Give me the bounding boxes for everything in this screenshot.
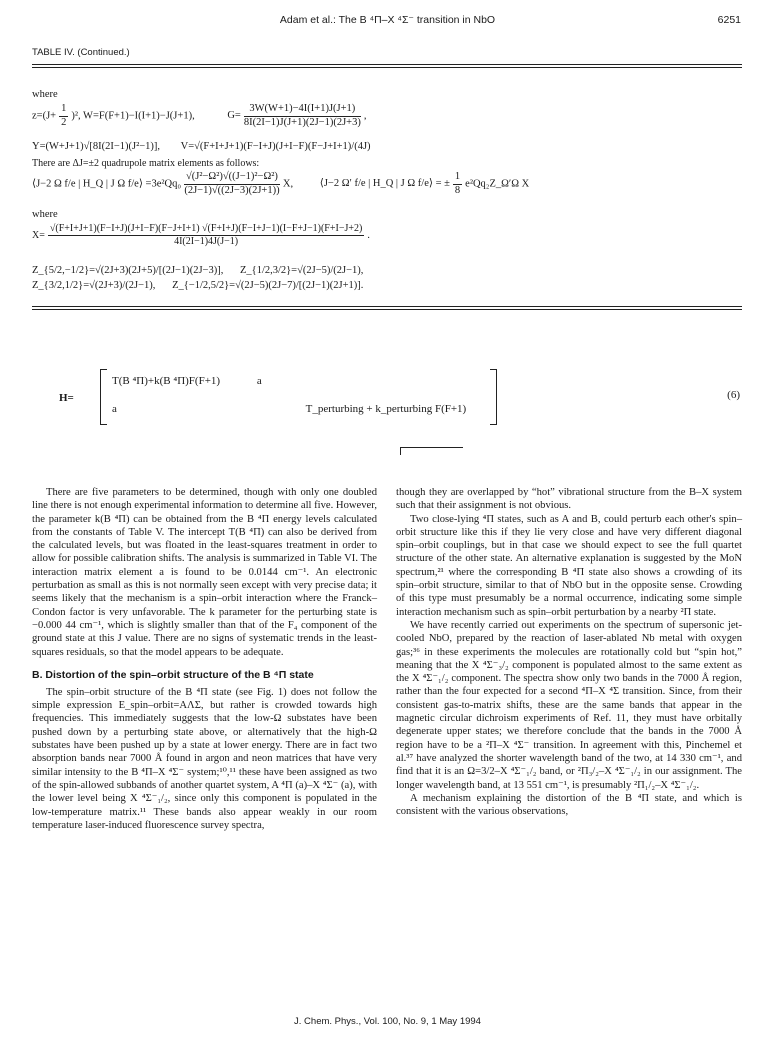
page-number: 6251 [717, 14, 741, 26]
table-bottom-rule-2 [32, 309, 742, 310]
matrix-left-bracket [100, 369, 107, 425]
table-caption: TABLE IV. (Continued.) [32, 47, 130, 58]
eq-Y-V: Y=(W+J+1)√[8I(2I−1)(J²−1)], V=√(F+I+J+1)(F−I+J)(J+I−F)(F−J+I+1)/(4J) [32, 141, 371, 152]
left-column [32, 486, 377, 832]
hamiltonian-label: H= [59, 392, 74, 404]
column-break-marker [400, 447, 463, 455]
matrix-right-bracket [490, 369, 497, 425]
section-heading: B. Distortion of the spin–orbit structure of the B ⁴Π state [32, 668, 314, 681]
eq-X: X= √(F+I+J+1)(F−I+J)(J+I−F)(F−J+I+1) √(F+I+J)(F−I+J−1)(I−F+J−1)(F+I−J+2) 4I(2I−1)4J(J−1) . [32, 223, 370, 247]
left-paragraph-1: There are five parameters to be determined, though with only one doubled line there is not enough experimental information to determine all five. However, the parameter k(B ⁴Π) can be obtained from the B ⁴Π energy levels calculated from the constants of Table V. The intercept T(B ⁴Π) can also be derived from the calculated levels, but was floated in the least-squares treatment in order to allow for possible calibration shifts. The analysis is summarized in Table VI. The interaction matrix element a is found to be 0.0144 cm⁻¹. An electronic perturbation as small as this is not normally seen except with very precise data; it seems likely that the mechanism is a spin–orbit interaction where the Franck–Condon factor is very unfavorable. The k parameter for the perturbing state is −0.000 44 cm⁻¹, which is slightly smaller than that of the F₄ component of the ground state at this J value. There are no signs of systematic trends in the least-squares residuals, so that the model appears to be adequate. [32, 487, 377, 658]
z-coefficients-line-2: Z_{3/2,1/2}=√(2J+3)/(2J−1), Z_{−1/2,5/2}=√(2J−5)(2J−7)/[(2J−1)(2J+1)]. [32, 280, 364, 291]
quadrupole-intro: There are ΔJ=±2 quadrupole matrix elements as follows: [32, 158, 260, 169]
table-bottom-rule [32, 306, 742, 307]
table-top-rule-2 [32, 67, 742, 68]
right-paragraph-4: A mechanism explaining the distortion of the B ⁴Π state, and which is consistent with the various observations, [396, 792, 742, 818]
z-coefficients-line-1: Z_{5/2,−1/2}=√(2J+3)(2J+5)/[(2J−1)(2J−3)], Z_{1/2,3/2}=√(2J−5)/(2J−1), [32, 265, 364, 276]
running-title: Adam et al.: The B ⁴Π–X ⁴Σ⁻ transition in NbO [279, 14, 496, 26]
right-column [396, 486, 742, 818]
hamiltonian-matrix-equation [32, 365, 742, 435]
eq-z-W-G: z=(J+ $\frac{1}{2}$ )², W=F(F+1)−I(I+1)−J(J+1), G= $\frac{3W(W+1)-4I(I+1)J(J+1)}{8I(2I-1)J(J+1)(2J-1)(2J+3)}$ , [32, 103, 367, 128]
where-label-1: where [32, 89, 58, 100]
journal-footer: J. Chem. Phys., Vol. 100, No. 9, 1 May 1994 [294, 1016, 481, 1027]
right-paragraph-1: though they are overlapped by “hot” vibrational structure from the B–X system such that their assignment is not obvious. [396, 487, 742, 512]
right-paragraph-2: Two close-lying ⁴Π states, such as A and B, could perturb each other's spin–orbit structure like this if they lie very close and have very different diagonal spin–orbit couplings, but in that case we should expect to see the full quartet structure of the other state. An alternative explanation is suggested by the MoN spectrum,²¹ where the corresponding B ⁴Π state also shows a crowding of its spin–orbit structure, similar to that of NbO but in the opposite sense. Crowding of this type must presumably be a normal occurrence, indicating some simple interaction mechanism such as spin–orbit perturbation by a nearby ²Π state. [396, 513, 742, 618]
running-header [0, 14, 775, 30]
equation-number: (6) [727, 389, 740, 401]
table-top-rule [32, 64, 742, 65]
where-label-2: where [32, 209, 58, 220]
left-paragraph-2: The spin–orbit structure of the B ⁴Π state (see Fig. 1) does not follow the simple expression E_spin–orbit=AΛΣ, but rather is crowded towards high frequencies. This immediately suggests that the low-Ω substates have been pushed down by a perturbing state above, or alternatively that the high-Ω substates have been pushed up by a state at lower energy. There are in fact two absorption bands near 7000 Å found in argon and neon matrices that have very similar intensity to the B ⁴Π–X ⁴Σ⁻ system;¹⁰,¹¹ these have been assigned as two of the spin-allowed subbands of another quartet system, A ⁴Π (a)–X ⁴Σ⁻ (a), with the lower level being X ⁴Σ⁻₁/₂, since only this component is populated in the low-temperature matrix.¹¹ These bands also appear weakly in our room temperature laser-induced fluorescence survey spectra, [32, 686, 377, 831]
table-footnote-equations [32, 80, 742, 330]
right-paragraph-3: We have recently carried out experiments on the spectrum of supersonic jet-cooled NbO, prepared by the reaction of laser-ablated Nb metal with oxygen gas;³⁶ in these experiments the molecules are rotationally cold but “spin hot,” meaning that the X ⁴Σ⁻₃/₂ component is populated almost to the same extent as the X ⁴Σ⁻₁/₂ component. The spectra show only two bands in the 7000 Å region, rather than the four expected for a second ⁴Π–X ⁴Σ transition. Since, from their consistent gas-to-matrix shifts, these are the same bands that appear in the magnetic circular dichroism experiments of Ref. 11, they must have orbitally degenerate upper states; we therefore conclude that the bands in the 7000 Å region have to be a ²Π–X ⁴Σ⁻ transition. In agreement with this, Pinchemel et al.³⁷ have analyzed the shorter wavelength band of the two, at 14 330 cm⁻¹, and find that it is an Ω=3/2–X ⁴Σ⁻₁/₂ band, or ²Π₃/₂–X ⁴Σ⁻₁/₂ in our assignment. The longer wavelength band, at 13 551 cm⁻¹, is presumably ²Π₁/₂–X ⁴Σ⁻₁/₂. [396, 619, 742, 791]
quadrupole-elements: ⟨J−2 Ω f/e | H_Q | J Ω f/e⟩ =3e²Qq₀ $\frac{\text{√(J²−Ω²)√((J−1)²−Ω²)}}{(2J-1)√((2J-3)(2J+1))}$ X, ⟨J−2 Ω′ f/e | H_Q | J Ω f/e⟩ = ± $\frac{1}{8}$ e²Qq₂Z_Ω′Ω X [32, 171, 530, 196]
matrix-row-2: a T_perturbing + k_perturbing F(F+1) [112, 403, 467, 415]
matrix-row-1: T(B ⁴Π)+k(B ⁴Π)F(F+1) a [112, 375, 262, 387]
